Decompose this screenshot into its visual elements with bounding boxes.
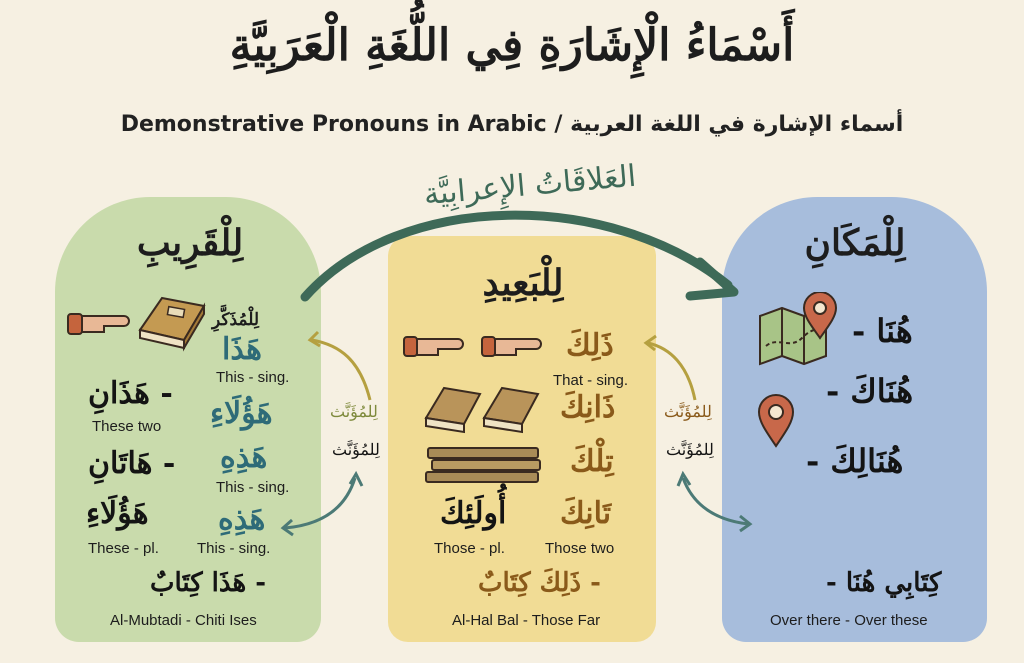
location-pin-icon-large [756,394,796,450]
near-haulai-1: هَؤُلَاءِ [210,396,273,431]
place-hunaka: هُنَاكَ - [826,372,914,410]
far-example-en: Al-Hal Bal - Those Far [452,612,601,629]
pointing-hand-icon [66,306,136,340]
stacked-books-icon [424,444,544,486]
left-fem-label-1: لِلمُؤَنَّث [330,402,378,421]
right-curve-arrow-bottom [683,478,748,524]
right-curve-arrow-top [648,343,695,400]
right-fem-label-1: لِلمُؤَنَّث [664,402,712,421]
arc-label: العَلاقَاتُ الإِعرابِيَّة [422,158,638,213]
place-huna: هُنَا - [852,312,913,350]
page-title: أَسْمَاءُ الْإِشَارَةِ فِي اللُّغَةِ الْعَرَبِيَّةِ [229,20,795,71]
near-hathani-en: These two [92,418,162,435]
page-subtitle: Demonstrative Pronouns in Arabic / أسماء الإشارة في اللغة العربية [120,112,904,137]
left-curve-arrow-bottom [285,478,355,528]
near-hathihi-2-en: This - sing. [197,540,271,557]
near-heading: لِلْقَرِيبِ [136,222,244,264]
right-fem-label-2: لِلمُؤَنَّث [666,440,714,459]
near-haulai-2: هَؤُلَاءِ [86,496,149,531]
place-hunalika: هُنَالِكَ - [806,442,904,480]
left-fem-label-2: لِلمُؤَنَّث [332,440,380,459]
pointing-hand-icon-left [402,330,468,362]
near-hatha-en: This - sing. [216,369,290,386]
far-tilka: تِلْكَ [570,444,614,479]
near-hatani: - هَاتَانِ [88,446,176,481]
location-pin-icon [800,292,840,342]
far-tanika: تَانِكَ [560,496,612,531]
near-masc-label: لِلْمُذَكَّرِ [212,310,260,330]
near-hathani: - هَذَانِ [88,376,173,411]
far-thanika: ذَانِكَ [560,390,616,425]
left-curve-arrow-top [312,340,370,400]
far-thalika-en: That - sing. [553,372,629,389]
near-haulai-2-en: These - pl. [88,540,159,557]
near-hathihi-2: هَذِهِ [218,502,266,537]
far-example: - ذَلِكَ كِتَابٌ [478,568,601,598]
two-books-icon [420,380,550,440]
far-ulaika-en: Those - pl. [434,540,505,557]
far-tanika-en: Those two [545,540,615,557]
near-hatha: هَذَا [222,332,262,367]
book-icon [132,290,208,356]
near-hathihi-1-en: This - sing. [216,479,290,496]
near-example-en: Al-Mubtadi - Chiti Ises [110,612,257,629]
place-heading: لِلْمَكَانِ [804,222,906,264]
far-heading: لِلْبَعِيدِ [482,262,564,304]
place-example-en: Over there - Over these [770,612,928,629]
place-example: كِتَابِي هُنَا - [826,568,942,598]
near-example: - هَذَا كِتَابٌ [150,568,267,598]
near-hathihi-1: هَذِهِ [220,440,268,475]
far-ulaika: أُولَئِكَ [440,496,507,531]
far-thalika: ذَلِكَ [566,328,614,363]
pointing-hand-icon-right [480,330,546,362]
